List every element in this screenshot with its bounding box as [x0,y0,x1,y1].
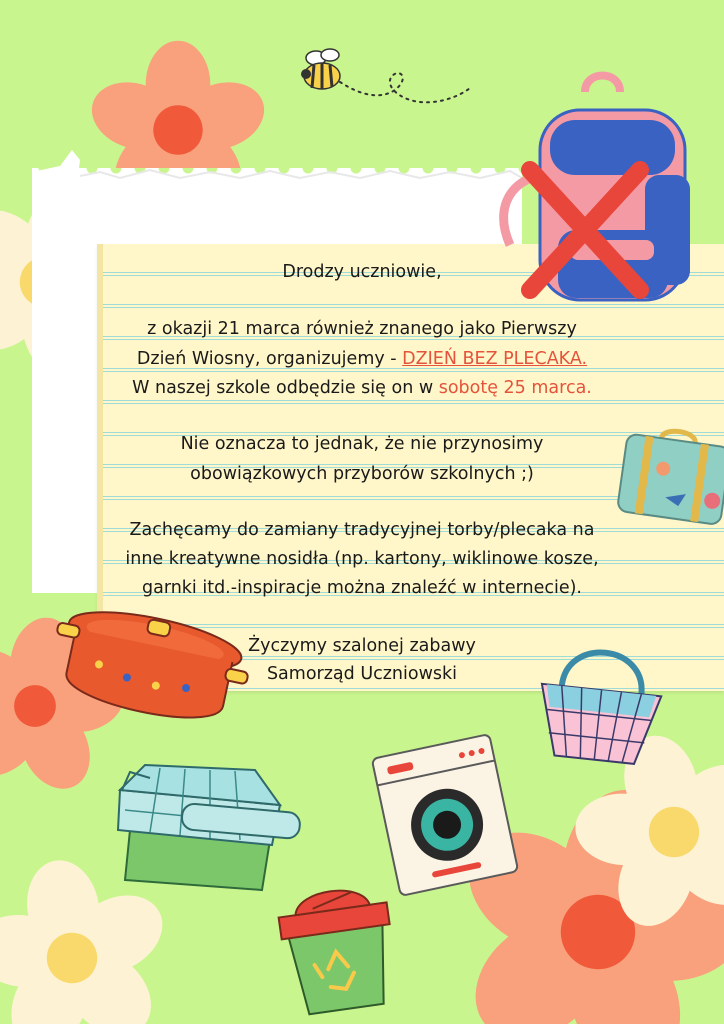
paragraph-1-line-1: z okazji 21 marca również znanego jako Pierwszy [147,319,577,339]
event-name: DZIEŃ BEZ PLECAKA. [402,349,588,369]
paragraph-2-line-2: obowiązkowych przyborów szkolnych ;) [190,464,534,484]
bee-icon [301,49,470,102]
lunchbox-icon [118,765,301,890]
recycling-bin-icon [276,884,400,1017]
paragraph-3-line-1: Zachęcamy do zamiany tradycyjnej torby/plecaka na [129,520,595,540]
closing: Życzymy szalonej zabawy [248,636,476,656]
paragraph-2-line-1: Nie oznacza to jednak, że nie przynosimy [180,434,544,454]
cooking-pot-icon [44,599,255,732]
suitcase-icon [617,424,724,525]
washing-machine-icon [372,734,518,896]
paragraph-3-line-2: inne kreatywne nosidła (np. kartony, wiklinowe kosze, [125,549,599,569]
wire-basket-icon [535,647,666,766]
greeting: Drodzy uczniowie, [282,262,442,282]
paragraph-1-line-2: Dzień Wiosny, organizujemy - DZIEŃ BEZ PLECAKA. [136,349,588,369]
paragraph-1-line-3: W naszej szkole odbędzie się on w sobotę 25 marca. [132,378,592,398]
paragraph-3-line-3: garnki itd.-inspiracje można znaleźć w internecie). [141,578,582,598]
backpack-crossed-icon [504,76,690,301]
signature: Samorząd Uczniowski [266,664,458,684]
event-date: sobotę 25 marca. [438,378,592,398]
